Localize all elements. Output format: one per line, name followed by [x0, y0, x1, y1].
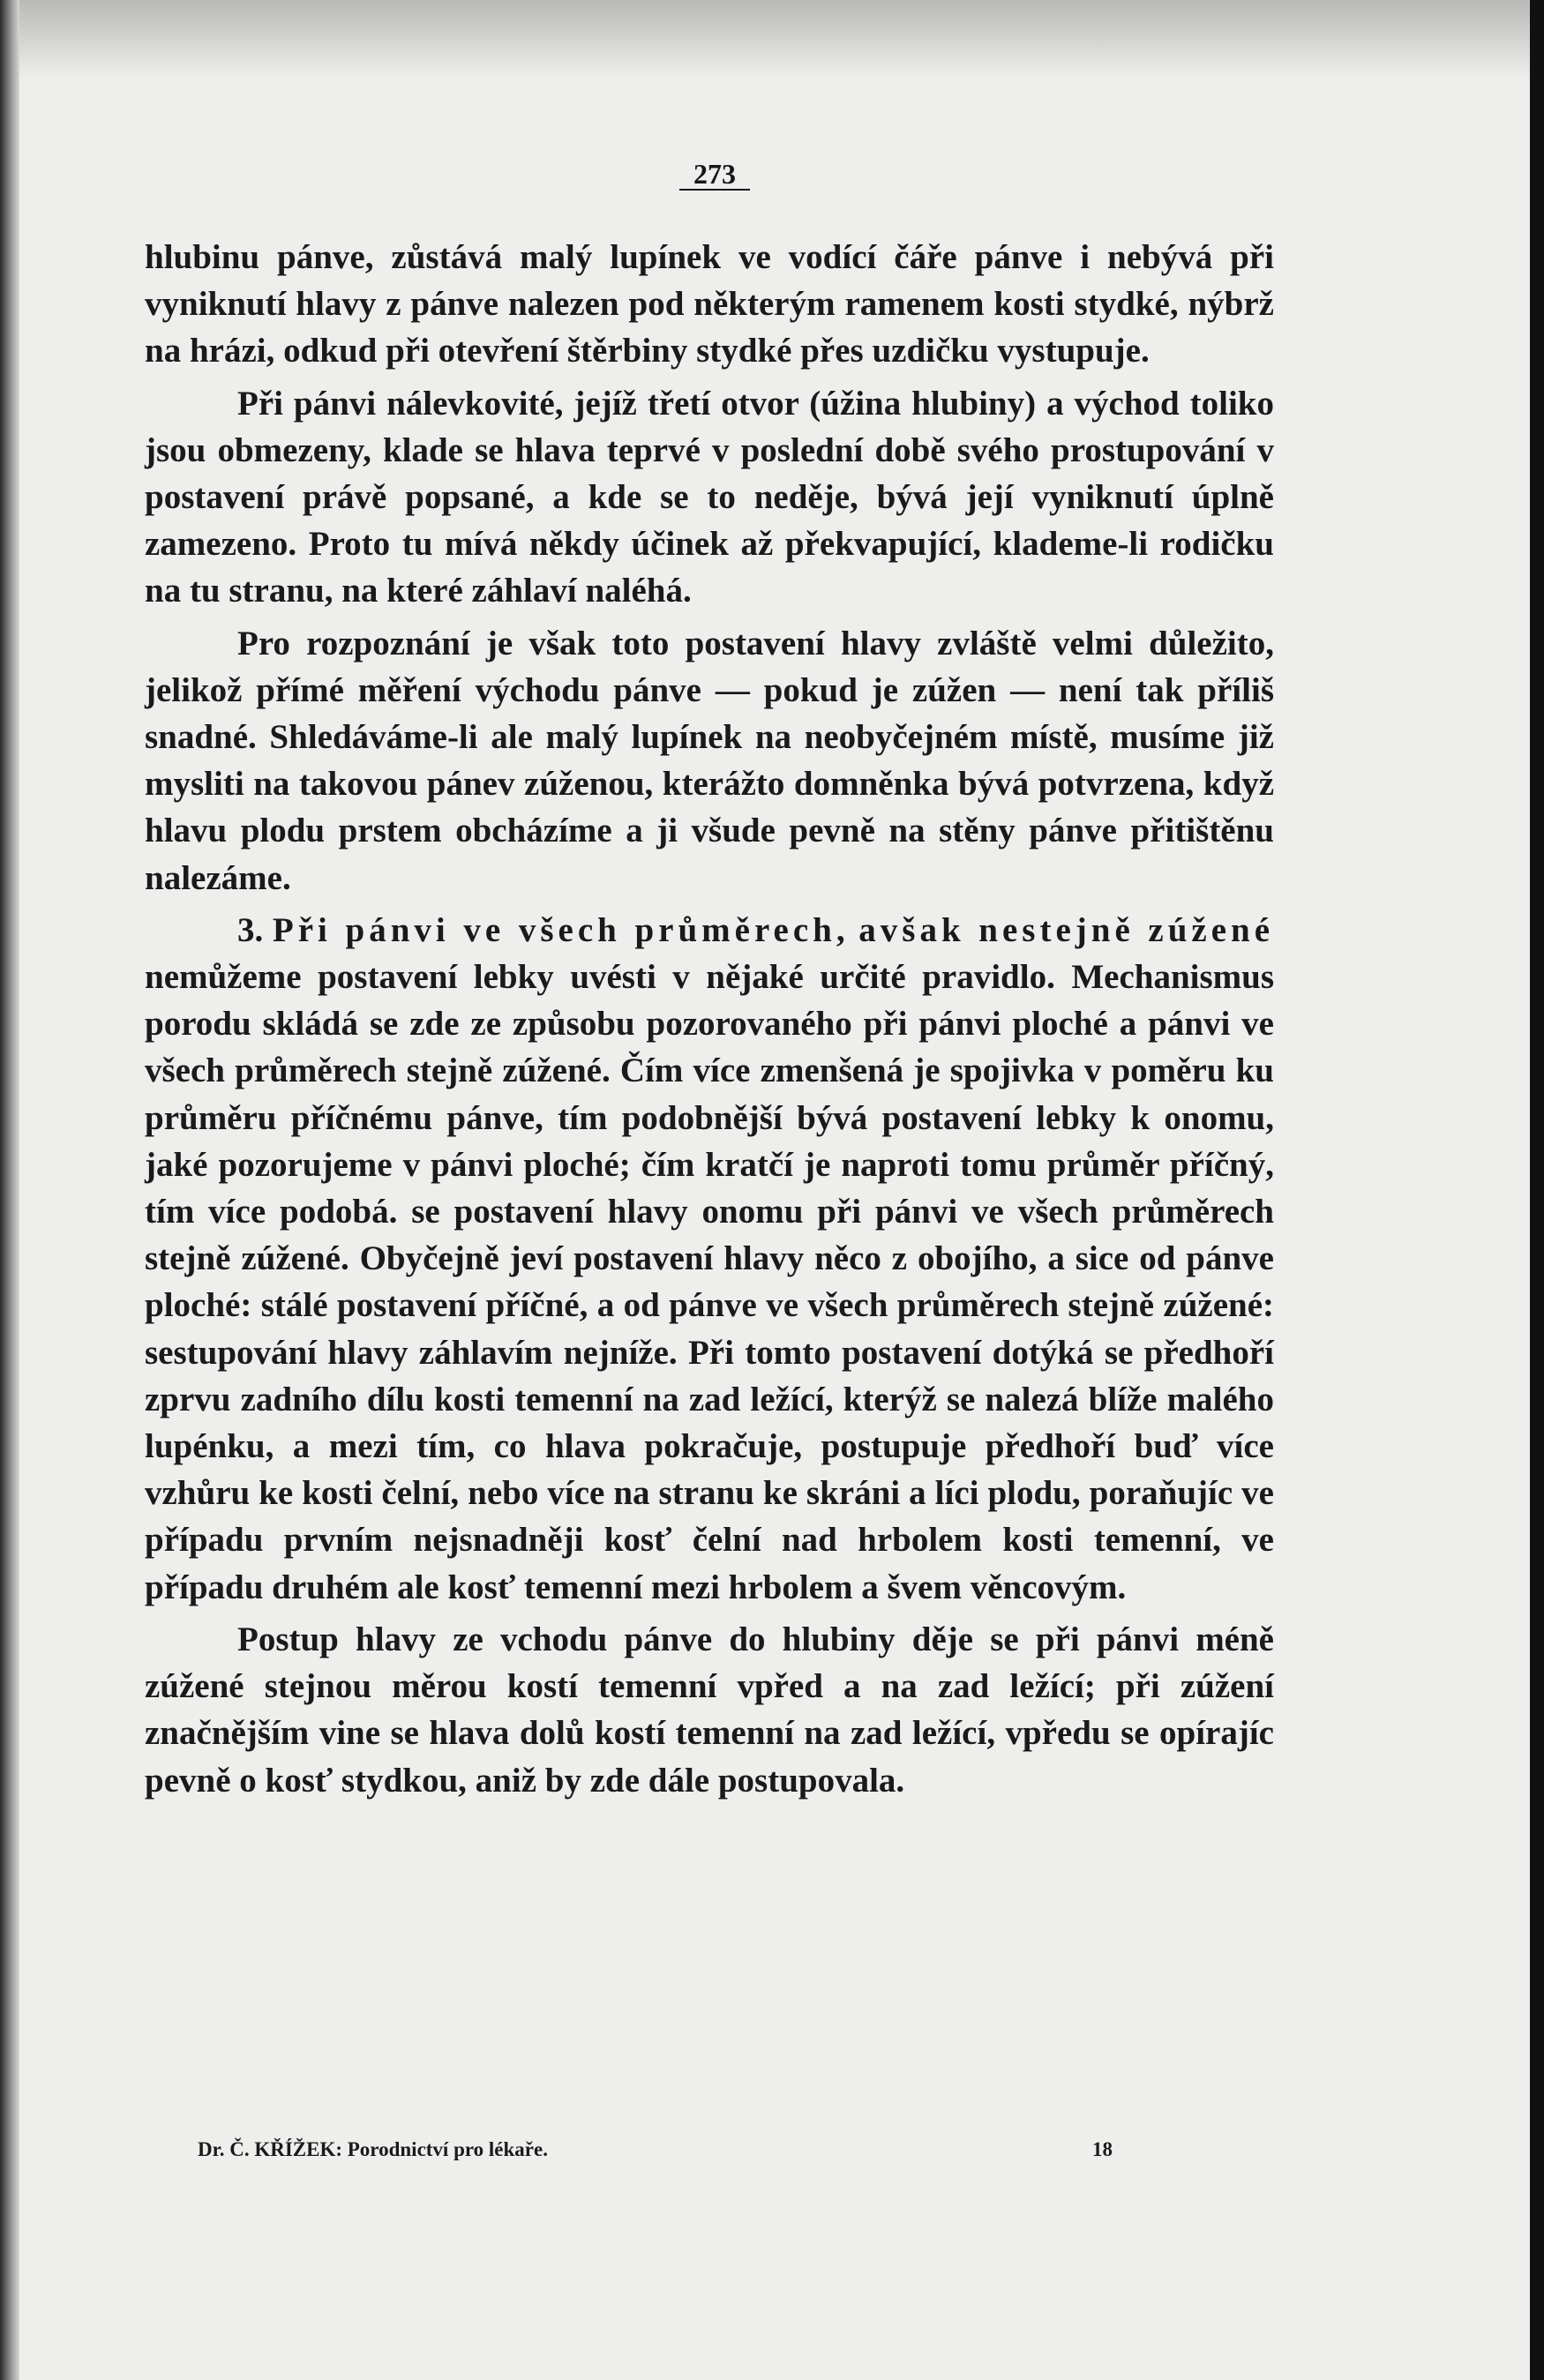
page-right-edge — [1530, 0, 1544, 2380]
paragraph-4 — [145, 907, 1274, 1611]
section-heading-part-1: Při pánvi ve všech průměrech, — [272, 910, 850, 949]
paragraph-1: hlubinu pánve, zůstává malý lupínek ve vodící čáře pánve i nebývá při vyniknutí hlavy z pánve nalezen pod některým ramenem kosti stydké, nýbrž na hrázi, odkud při otevření štěrbiny stydké přes uzdičku vystupuje. — [145, 238, 1274, 370]
paragraph-3: Pro rozpoznání je však toto postavení hlavy zvláště velmi důležito, jelikož přímé měření východu pánve — pokud je zúžen — není tak příliš snadné. Shledáváme-li ale malý lupínek na neobyčejném místě, musíme již mysliti na takovou pánev zúženou, kterážto domněnka bývá potvrzena, když hlavu plodu prstem obcházíme a ji všude pevně na stěny pánve přitištěnu nalezáme. — [145, 624, 1274, 897]
section-heading-part-2: avšak nestejně zúžené — [858, 910, 1275, 949]
body-text — [145, 234, 1274, 1804]
paragraph-2: Při pánvi nálevkovité, jejíž třetí otvor (úžina hlubiny) a východ toliko jsou obmezeny, klade se hlava teprvé v poslední době svého prostupování v postavení právě popsané, a kde se to neděje, bývá její vyniknutí úplně zamezeno. Proto tu mívá někdy účinek až překvapující, klademe-li rodičku na tu stranu, na které záhlaví naléhá. — [145, 384, 1274, 610]
section-number: 3. — [237, 910, 264, 949]
page-number: 273 — [679, 159, 750, 191]
paragraph-4-text: nemůžeme postavení lebky uvésti v nějaké určité pravidlo. Mechanismus porodu skládá se zde ze způsobu pozorovaného při pánvi ploché a pánvi ve všech průměrech stejně zúžené. Čím více zmenšená je spojivka v poměru ku průměru příčnému pánve, tím podobnější bývá postavení lebky k onomu, jaké pozorujeme v pánvi ploché; čím kratčí je naproti tomu průměr příčný, tím více podobá. se postavení hlavy onomu při pánvi ve všech průměrech stejně zúžené. Obyčejně jeví postavení hlavy něco z obojího, a sice od pánve ploché: stálé postavení příčné, a od pánve ve všech průměrech stejně zúžené: sestupování hlavy záhlavím nejníže. Při tomto postavení dotýká se předhoří zprvu zadního dílu kosti temenní na zad ležící, kterýž se nalezá blíže malého lupénku, a mezi tím, co hlava pokračuje, postupuje předhoří buď více vzhůru ke kosti čelní, nebo více na stranu ke skráni a líci plodu, poraňujíc ve případu prvním nejsnadněji kosť čelní nad hrbolem kosti temenní, ve případu druhém ale kosť temenní mezi hrbolem a švem věncovým. — [145, 958, 1274, 1606]
footer-signature-number: 18 — [1092, 2138, 1113, 2160]
page-left-edge — [0, 0, 19, 2380]
paragraph-5: Postup hlavy ze vchodu pánve do hlubiny děje se při pánvi méně zúžené stejnou měrou kostí temenní vpřed a na zad ležící; při zúžení značnějším vine se hlava dolů kostí temenní na zad ležící, vpředu se opírajíc pevně o kosť stydkou, aniž by zde dále postupovala. — [145, 1620, 1274, 1800]
footer-citation: Dr. Č. KŘÍŽEK: Porodnictví pro lékaře. — [198, 2138, 548, 2160]
page-top-shading — [19, 0, 1530, 79]
